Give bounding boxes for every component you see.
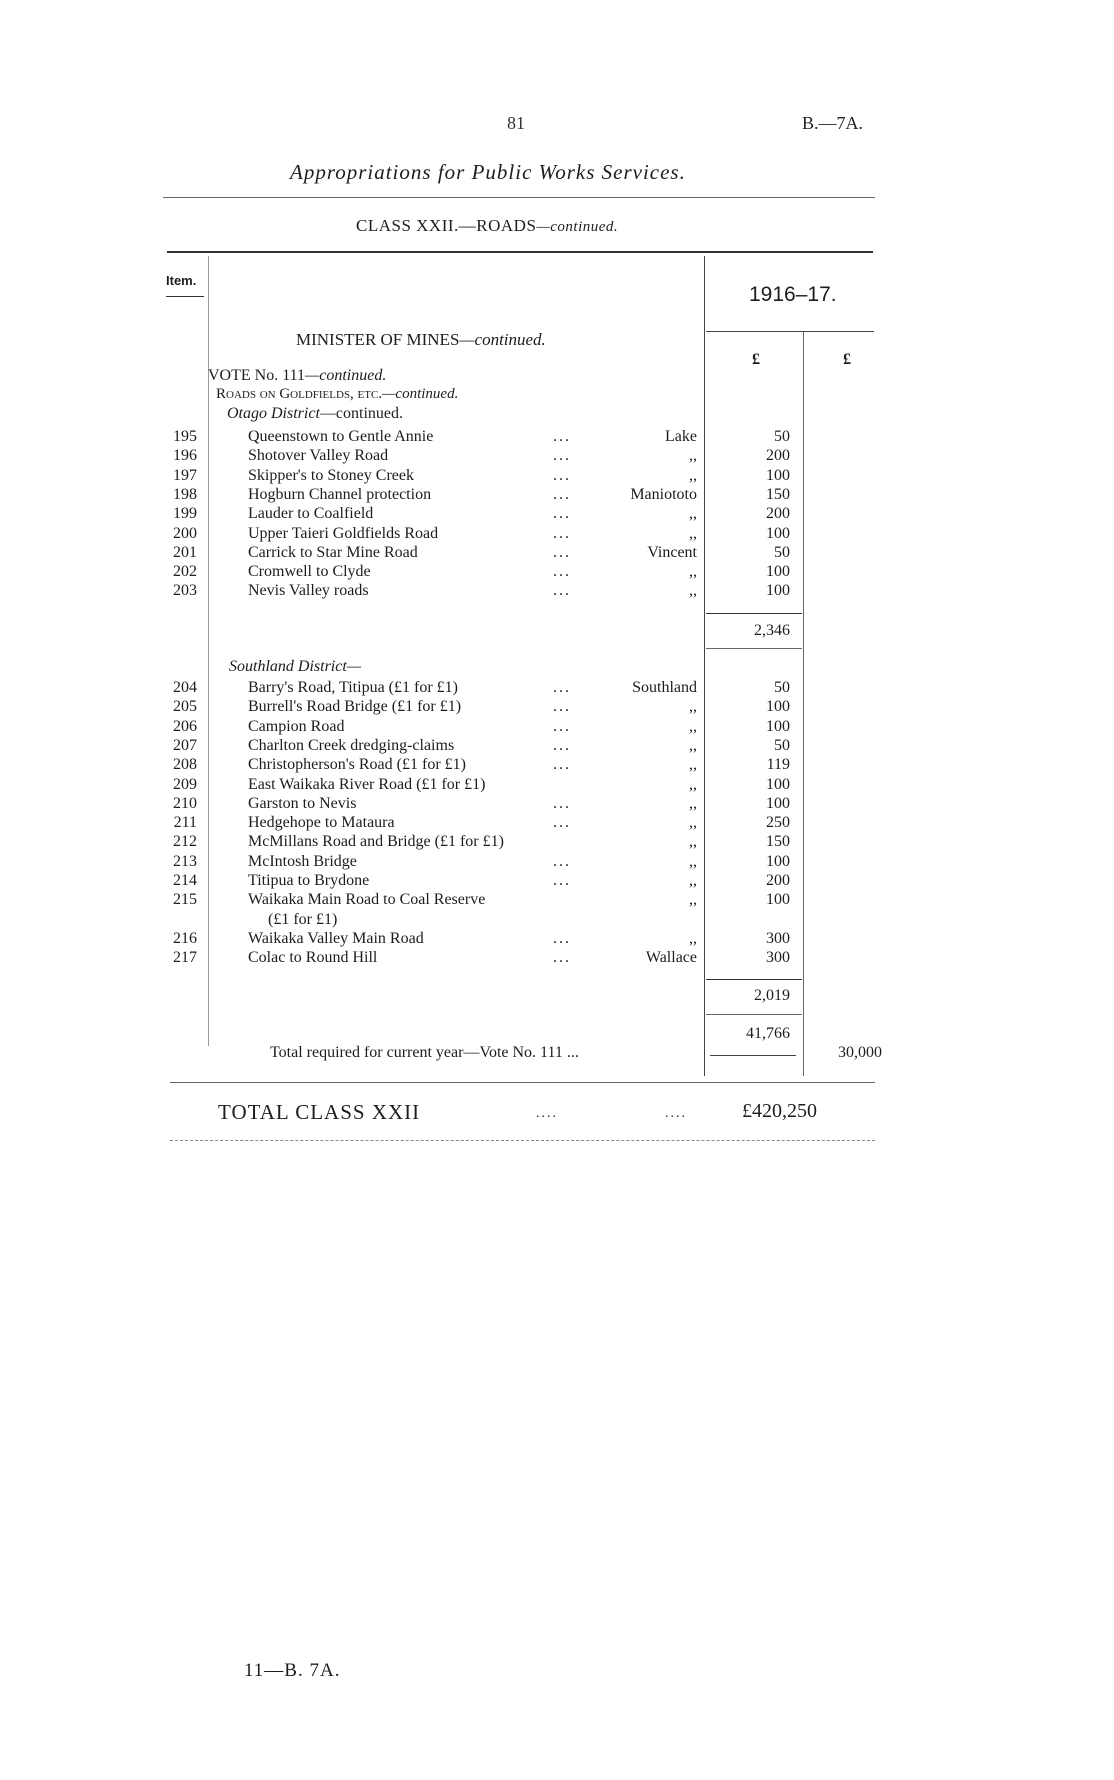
leader-dots: ... — [553, 794, 571, 812]
table-row — [0, 755, 1114, 774]
item-number: 214 — [173, 872, 197, 889]
item-description: Garston to Nevis — [248, 794, 357, 812]
district-name: ,, — [689, 929, 697, 947]
item-amount: 200 — [766, 872, 790, 889]
item-description: Charlton Creek dredging-claims — [248, 736, 455, 754]
district-name: ,, — [689, 814, 697, 832]
table-row — [0, 948, 1114, 967]
leader-dots: ... — [553, 698, 571, 716]
page-signature: 11—B. 7A. — [244, 1660, 341, 1681]
item-amount: 100 — [766, 852, 790, 870]
southland-subtotal-bottom-rule — [706, 1014, 802, 1015]
item-number: 199 — [173, 505, 197, 523]
class-heading-text: CLASS XXII.—ROADS — [356, 216, 537, 235]
otago-subtotal-bottom-rule — [706, 648, 802, 649]
district-name: Southland — [632, 679, 697, 696]
item-description: Queenstown to Gentle Annie — [248, 428, 434, 445]
item-amount: 100 — [766, 582, 790, 600]
southland-subtotal-rule — [706, 979, 802, 980]
item-amount: 250 — [766, 814, 790, 832]
southland-heading: Southland District— — [229, 658, 362, 675]
district-name: Maniototo — [630, 485, 697, 503]
item-description: McMillans Road and Bridge (£1 for £1) — [248, 833, 504, 851]
grand-total-dots-2: .... — [665, 1106, 687, 1121]
table-row — [0, 832, 1114, 851]
item-amount: 100 — [766, 794, 790, 812]
document-reference: B.—7A. — [802, 113, 864, 133]
district-name: ,, — [689, 852, 697, 870]
item-amount: 150 — [766, 833, 790, 851]
item-amount: 300 — [766, 949, 790, 967]
item-description: Burrell's Road Bridge (£1 for £1) — [248, 698, 462, 716]
item-number: 217 — [173, 949, 197, 967]
table-row — [0, 678, 1114, 697]
item-amount: 200 — [766, 447, 790, 465]
rule-table-top — [167, 251, 873, 253]
vote-heading-suffix: —continued. — [305, 367, 387, 384]
item-number: 201 — [173, 543, 197, 561]
leader-dots: ... — [553, 524, 571, 542]
item-description: Nevis Valley roads — [248, 582, 369, 600]
table-row — [0, 871, 1114, 890]
grand-total-amount: £420,250 — [742, 1100, 817, 1122]
item-description: Hogburn Channel protection — [248, 485, 432, 503]
otago-heading-suffix: —continued. — [319, 405, 403, 422]
district-name: Wallace — [645, 949, 697, 967]
table-row — [0, 910, 1114, 929]
leader-dots: ... — [553, 505, 571, 523]
rule-grand-total — [170, 1140, 875, 1141]
item-description: Cromwell to Clyde — [248, 563, 371, 581]
district-name: ,, — [689, 872, 697, 889]
roads-heading-text: Roads on Goldfields, etc. — [216, 386, 383, 402]
table-row — [0, 852, 1114, 871]
item-description: (£1 for £1) — [268, 910, 338, 928]
year-header-rule — [706, 331, 874, 332]
page-number: 81 — [507, 113, 525, 133]
district-name: ,, — [689, 891, 697, 909]
item-amount: 50 — [774, 736, 790, 754]
table-row — [0, 890, 1114, 909]
grand-total-label: TOTAL CLASS XXII — [218, 1100, 421, 1124]
item-number: 197 — [173, 466, 197, 484]
item-header-underline — [166, 296, 204, 297]
item-number: 215 — [173, 891, 197, 909]
item-number: 211 — [173, 814, 197, 832]
item-amount: 100 — [766, 775, 790, 793]
rule-top — [163, 197, 875, 198]
minister-heading-suffix: —continued. — [459, 330, 546, 349]
otago-subtotal-rule — [706, 613, 802, 614]
item-amount: 100 — [766, 466, 790, 484]
leader-dots: ... — [553, 485, 571, 503]
table-row — [0, 717, 1114, 736]
item-number: 205 — [173, 698, 197, 716]
item-description: Hedgehope to Mataura — [248, 814, 395, 832]
table-row — [0, 562, 1114, 581]
item-number: 210 — [173, 794, 197, 812]
page-title: Appropriations for Public Works Services. — [290, 160, 686, 184]
item-description: Carrick to Star Mine Road — [248, 543, 418, 561]
otago-heading — [227, 405, 403, 423]
item-number: 208 — [173, 756, 197, 774]
item-column-header: Item. — [166, 273, 197, 288]
item-amount: 100 — [766, 698, 790, 716]
leader-dots: ... — [553, 814, 571, 832]
class-heading-suffix: —continued. — [536, 219, 619, 235]
otago-subtotal: 2,346 — [754, 622, 790, 639]
leader-dots: ... — [553, 717, 571, 735]
item-number: 196 — [173, 447, 197, 465]
table-row — [0, 466, 1114, 485]
vote-total-label: Total required for current year—Vote No. 111 ... — [270, 1044, 579, 1061]
item-number: 200 — [173, 524, 197, 542]
district-name: Vincent — [647, 543, 697, 561]
table-row — [0, 813, 1114, 832]
minister-heading — [296, 330, 546, 350]
district-name: Lake — [665, 428, 697, 445]
table-row — [0, 736, 1114, 755]
item-amount: 100 — [766, 717, 790, 735]
leader-dots: ... — [553, 447, 571, 465]
item-amount: 50 — [774, 428, 790, 445]
item-amount: 50 — [774, 679, 790, 696]
leader-dots: ... — [553, 852, 571, 870]
item-amount: 100 — [766, 891, 790, 909]
item-amount: 100 — [766, 524, 790, 542]
grand-total-dots-1: .... — [536, 1106, 558, 1121]
item-number: 204 — [173, 679, 197, 696]
leader-dots: ... — [553, 756, 571, 774]
item-number: 195 — [173, 428, 197, 445]
otago-heading-text: Otago District — [227, 405, 320, 422]
item-description: Waikaka Main Road to Coal Reserve — [248, 891, 486, 909]
district-name: ,, — [689, 775, 697, 793]
item-description: Titipua to Brydone — [248, 872, 370, 889]
leader-dots: ... — [553, 466, 571, 484]
roads-heading-suffix: —continued. — [382, 386, 459, 402]
item-number: 212 — [173, 833, 197, 851]
table-row — [0, 446, 1114, 465]
item-description: Barry's Road, Titipua (£1 for £1) — [248, 679, 458, 696]
pound-column-1: £ — [752, 351, 760, 368]
district-name: ,, — [689, 717, 697, 735]
table-row — [0, 581, 1114, 600]
table-row — [0, 427, 1114, 446]
vote-heading — [208, 367, 386, 385]
item-amount: 50 — [774, 543, 790, 561]
leader-dots: ... — [553, 428, 571, 445]
class-heading — [356, 216, 618, 236]
rule-table-bottom — [170, 1082, 875, 1083]
item-description: McIntosh Bridge — [248, 852, 357, 870]
leader-dots: ... — [553, 582, 571, 600]
item-amount: 119 — [766, 756, 790, 774]
district-name: ,, — [689, 756, 697, 774]
year-column-header: 1916–17. — [749, 283, 837, 306]
roads-heading — [216, 386, 458, 403]
leader-dots: ... — [553, 872, 571, 889]
item-description: East Waikaka River Road (£1 for £1) — [248, 775, 486, 793]
item-amount: 100 — [766, 563, 790, 581]
district-name: ,, — [689, 524, 697, 542]
pound-column-2: £ — [843, 351, 851, 368]
item-number: 206 — [173, 717, 197, 735]
item-amount: 200 — [766, 505, 790, 523]
item-description: Skipper's to Stoney Creek — [248, 466, 414, 484]
table-row — [0, 524, 1114, 543]
district-name: ,, — [689, 833, 697, 851]
leader-dots: ... — [553, 563, 571, 581]
table-row — [0, 929, 1114, 948]
vote-total-rule — [710, 1055, 796, 1056]
item-number: 203 — [173, 582, 197, 600]
item-description: Campion Road — [248, 717, 345, 735]
table-row — [0, 775, 1114, 794]
table-row — [0, 794, 1114, 813]
leader-dots: ... — [553, 949, 571, 967]
item-number: 202 — [173, 563, 197, 581]
vote-heading-text: VOTE No. 111 — [208, 367, 306, 384]
vote-total-inner: 41,766 — [746, 1025, 790, 1042]
item-description: Shotover Valley Road — [248, 447, 389, 465]
item-number: 216 — [173, 929, 197, 947]
minister-heading-text: MINISTER OF MINES — [296, 330, 460, 349]
table-row — [0, 543, 1114, 562]
southland-subtotal: 2,019 — [754, 987, 790, 1004]
district-name: ,, — [689, 505, 697, 523]
leader-dots: ... — [553, 929, 571, 947]
vote-total-outer: 30,000 — [838, 1044, 882, 1061]
table-row — [0, 485, 1114, 504]
district-name: ,, — [689, 466, 697, 484]
district-name: ,, — [689, 794, 697, 812]
district-name: ,, — [689, 582, 697, 600]
leader-dots: ... — [553, 543, 571, 561]
district-name: ,, — [689, 447, 697, 465]
item-amount: 300 — [766, 929, 790, 947]
item-description: Lauder to Coalfield — [248, 505, 374, 523]
district-name: ,, — [689, 698, 697, 716]
leader-dots: ... — [553, 679, 571, 696]
leader-dots: ... — [553, 736, 571, 754]
item-amount: 150 — [766, 485, 790, 503]
table-row — [0, 504, 1114, 523]
item-number: 209 — [173, 775, 197, 793]
item-number: 213 — [173, 852, 197, 870]
item-number: 207 — [173, 736, 197, 754]
item-description: Christopherson's Road (£1 for £1) — [248, 756, 466, 774]
item-number: 198 — [173, 485, 197, 503]
item-description: Upper Taieri Goldfields Road — [248, 524, 439, 542]
item-description: Colac to Round Hill — [248, 949, 378, 967]
item-description: Waikaka Valley Main Road — [248, 929, 424, 947]
table-row — [0, 697, 1114, 716]
district-name: ,, — [689, 736, 697, 754]
district-name: ,, — [689, 563, 697, 581]
